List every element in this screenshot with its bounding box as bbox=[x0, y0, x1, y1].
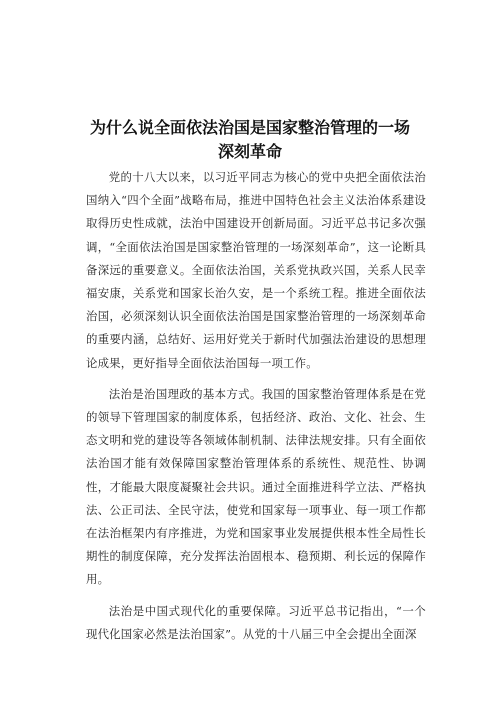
paragraph-2: 法治是治国理政的基本方式。我国的国家整治管理体系是在党的领导下管理国家的制度体系，包括经济、政治、文化、社会、生态文明和党的建设等各领域体制机制、法律法规安排。只有全面依法治国才能有效保障国家整治管理体系的系统性、规范性、协调性，才能最大限度凝聚社会共识。通过全面推进科学立法、严格执法、公正司法、全民守法，使党和国家每一项事业、每一项工作都在法治框架内有序推进，为党和国家事业发展提供根本性全局性长期性的制度保障，充分发挥法治固根本、稳预期、利长远的保障作用。 bbox=[86, 386, 426, 587]
document-body bbox=[86, 166, 426, 646]
document-title bbox=[60, 116, 440, 164]
paragraph-3: 法治是中国式现代化的重要保障。习近平总书记指出，“一个现代化国家必然是法治国家”。从党的十八届三中全会提出全面深 bbox=[86, 603, 426, 641]
title-line-1: 为什么说全面依法治国是国家整治管理的一场 bbox=[89, 118, 410, 137]
title-line-2: 深刻革命 bbox=[217, 142, 282, 161]
paragraph-1: 党的十八大以来，以习近平同志为核心的党中央把全面依法治国纳入“四个全面”战略布局，推进中国特色社会主义法治体系建设取得历史性成就，法治中国建设开创新局面。习近平总书记多次强调，“全面依法治国是国家整治管理的一场深刻革命”，这一论断具备深远的重要意义。全面依法治国，关系党执政兴国，关系人民幸福安康，关系党和国家长治久安，是一个系统工程。推进全面依法治国，必须深刻认识全面依法治国是国家整治管理的一场深刻革命的重要内涵，总结好、运用好党关于新时代加强法治建设的思想理论成果，更好指导全面依法治国每一项工作。 bbox=[86, 170, 426, 370]
